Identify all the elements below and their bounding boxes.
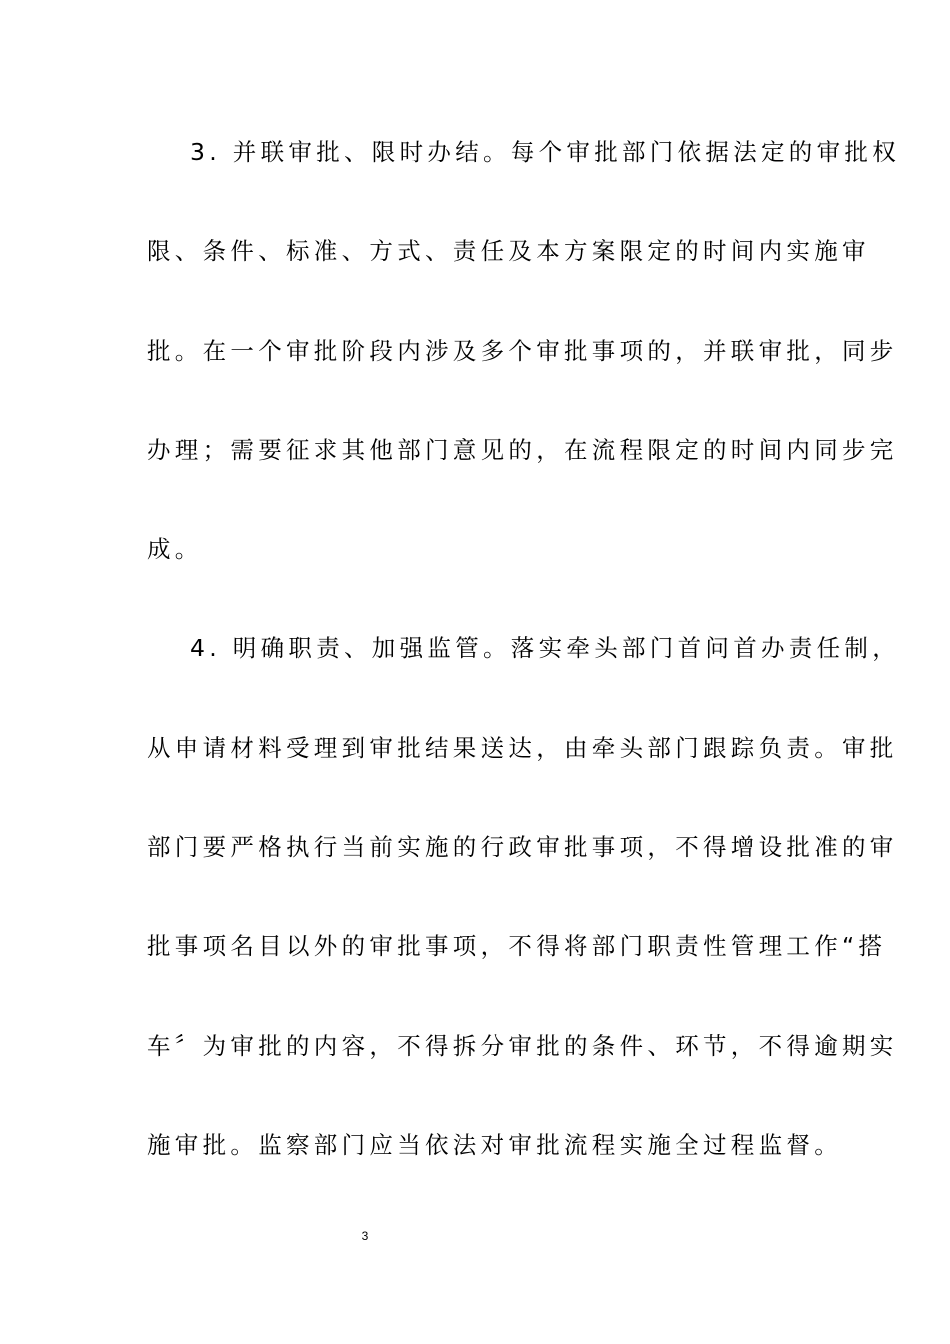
paragraph-3-line-1: 3. 并联审批、限时办结。每个审批部门依据法定的审批权 (190, 138, 900, 166)
paragraph-4-line-5: 车〞为审批的内容，不得拆分审批的条件、环节，不得逾期实 (147, 1032, 898, 1060)
paragraph-4-line-1: 4. 明确职责、加强监管。落实牵头部门首问首办责任制， (190, 634, 900, 662)
paragraph-3-line-3: 批。在一个审批阶段内涉及多个审批事项的，并联审批，同步 (147, 337, 898, 365)
page-number: 3 (361, 1229, 369, 1243)
paragraph-3-line-4: 办理；需要征求其他部门意见的，在流程限定的时间内同步完 (147, 436, 898, 464)
paragraph-3-line-5: 成。 (147, 535, 203, 563)
paragraph-4-line-4: 批事项名目以外的审批事项，不得将部门职责性管理工作“搭 (147, 932, 887, 960)
paragraph-3-line-2: 限、条件、标准、方式、责任及本方案限定的时间内实施审 (147, 237, 870, 265)
paragraph-4-line-6: 施审批。监察部门应当依法对审批流程实施全过程监督。 (147, 1131, 842, 1159)
paragraph-4-line-2: 从申请材料受理到审批结果送达，由牵头部门跟踪负责。审批 (147, 734, 898, 762)
paragraph-4-line-3: 部门要严格执行当前实施的行政审批事项，不得增设批准的审 (147, 833, 898, 861)
